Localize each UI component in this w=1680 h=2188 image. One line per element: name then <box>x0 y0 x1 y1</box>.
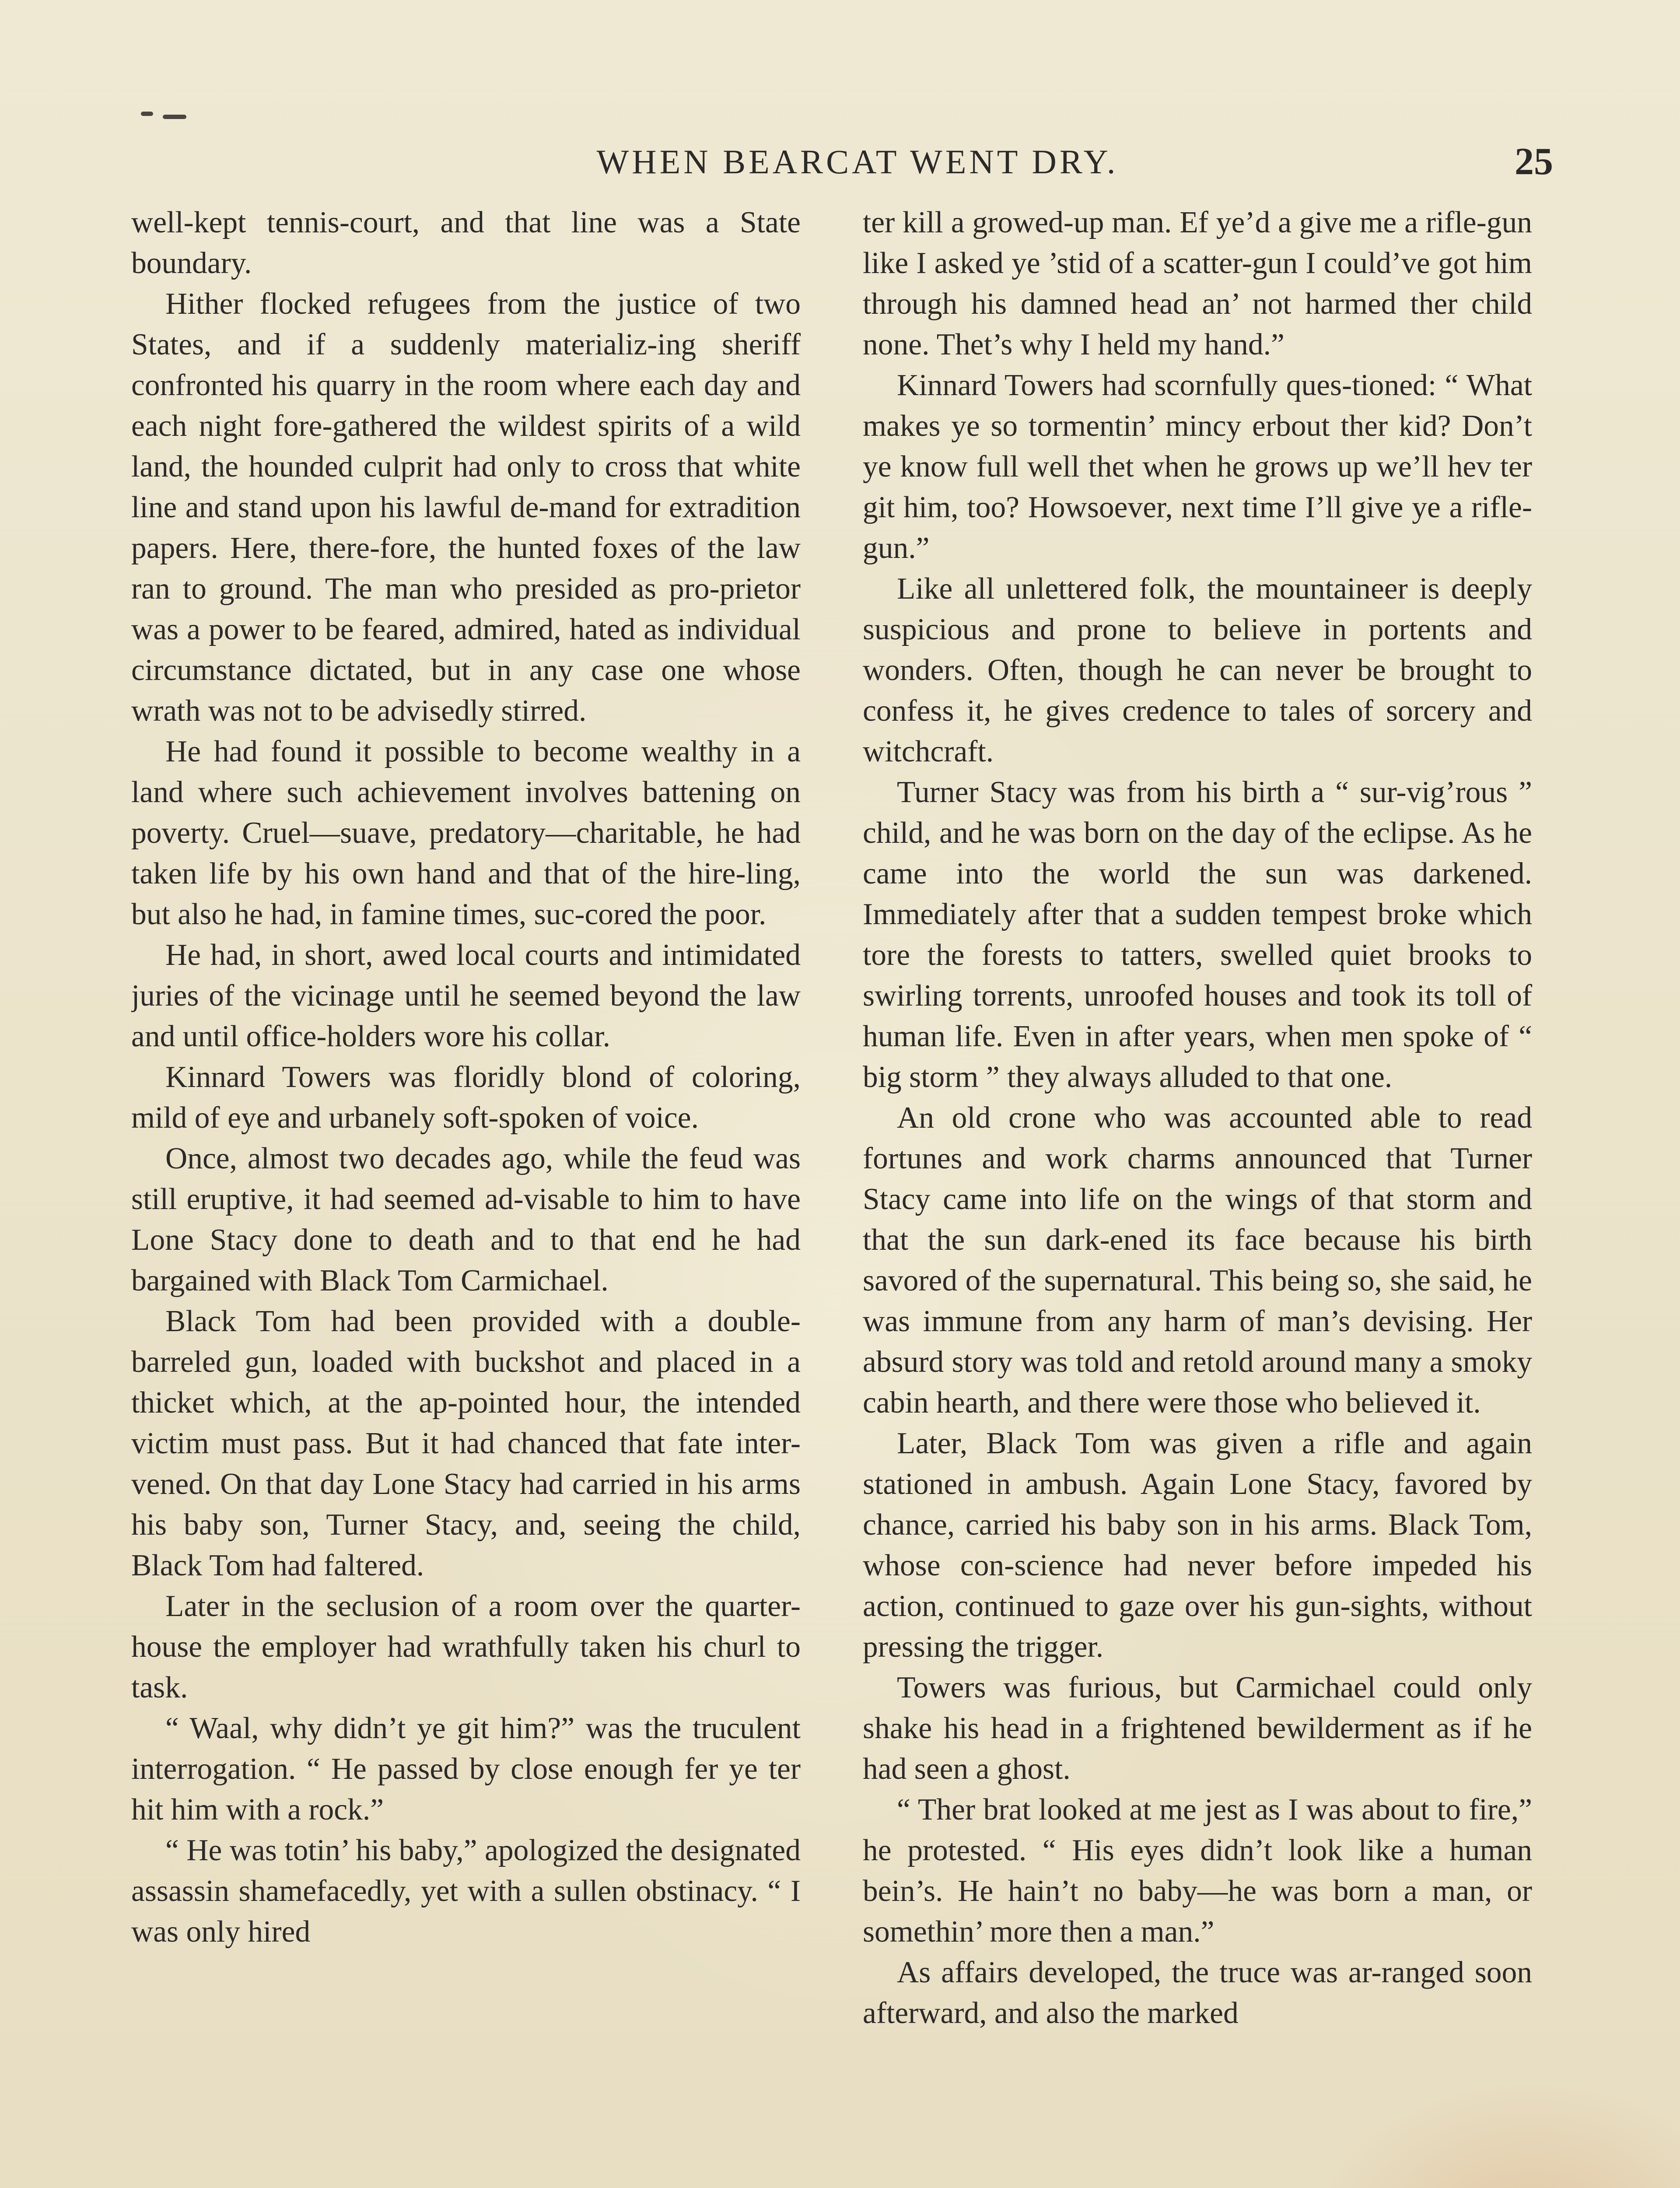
paragraph: Later in the seclusion of a room over the quarter-house the employer had wrathfully taken his churl to task. <box>131 1589 801 1704</box>
left-column <box>131 202 801 2188</box>
paragraph: Once, almost two decades ago, while the feud was still eruptive, it had seemed ad-visable to him to have Lone Stacy done to death and to that end he had bargained with Black Tom Carmichael. <box>131 1142 801 1297</box>
paragraph: Like all unlettered folk, the mountaineer is deeply suspicious and prone to believe in portents and wonders. Often, though he can never be brought to confess it, he gives credence to tales of sorcery and witchcraft. <box>863 572 1532 768</box>
page-number: 25 <box>1515 140 1553 183</box>
paragraph: Hither flocked refugees from the justice of two States, and if a suddenly materializ-ing sheriff confronted his quarry in the room where each day and each night fore-gathered the wildest spirits of a wild land, the hounded culprit had only to cross that white line and stand upon his lawful de-mand for extradition papers. Here, there-fore, the hunted foxes of the law ran to ground. The man who presided as pro-prietor was a power to be feared, admired, hated as individual circumstance dictated, but in any case one whose wrath was not to be advisedly stirred. <box>131 287 801 728</box>
paragraph: As affairs developed, the truce was ar-ranged soon afterward, and also the marked <box>863 1956 1532 2030</box>
paragraph: An old crone who was accounted able to read fortunes and work charms announced that Turner Stacy came into life on the wings of that storm and that the sun dark-ened its face because his birth savored of the supernatural. This being so, she said, he was immune from any harm of man’s devising. Her absurd story was told and retold around many a smoky cabin hearth, and there were those who believed it. <box>863 1101 1532 1420</box>
running-title: WHEN BEARCAT WENT DRY. <box>596 143 1119 181</box>
paragraph: Towers was furious, but Carmichael could only shake his head in a frightened bewilderment as if he had seen a ghost. <box>863 1671 1532 1786</box>
paragraph: Black Tom had been provided with a double-barreled gun, loaded with buckshot and placed in a thicket which, at the ap-pointed hour, the intended victim must pass. But it had chanced that fate inter-vened. On that day Lone Stacy had carried in his arms his baby son, Turner Stacy, and, seeing the child, Black Tom had faltered. <box>131 1304 801 1582</box>
paragraph: well-kept tennis-court, and that line was a State boundary. <box>131 206 801 280</box>
paragraph: ter kill a growed-up man. Ef ye’d a give me a rifle-gun like I asked ye ’stid of a scatter-gun I could’ve got him through his damned head an’ not harmed ther child none. Thet’s why I held my hand.” <box>863 206 1532 361</box>
paragraph: “ Waal, why didn’t ye git him?” was the truculent interrogation. “ He passed by close enough fer ye ter hit him with a rock.” <box>131 1711 801 1827</box>
print-speck <box>163 115 186 119</box>
paragraph: “ He was totin’ his baby,” apologized the designated assassin shamefacedly, yet with a sullen obstinacy. “ I was only hired <box>131 1834 801 1949</box>
paragraph: Kinnard Towers had scornfully ques-tioned: “ What makes ye so tormentin’ mincy erbout ther kid? Don’t ye know full well thet when he grows up we’ll hev ter git him, too? Howsoever, next time I’ll give ye a rifle-gun.” <box>863 368 1532 565</box>
right-column <box>863 202 1532 2188</box>
paragraph: “ Ther brat looked at me jest as I was about to fire,” he protested. “ His eyes didn’t look like a human bein’s. He hain’t no baby—he was born a man, or somethin’ more then a man.” <box>863 1793 1532 1949</box>
paragraph: He had found it possible to become wealthy in a land where such achievement involves battening on poverty. Cruel—suave, predatory—charitable, he had taken life by his own hand and that of the hire-ling, but also he had, in famine times, suc-cored the poor. <box>131 735 801 931</box>
running-header <box>162 131 1553 193</box>
print-speck <box>141 112 153 116</box>
paragraph: Kinnard Towers was floridly blond of coloring, mild of eye and urbanely soft-spoken of voice. <box>131 1060 801 1135</box>
paragraph: Turner Stacy was from his birth a “ sur-vig’rous ” child, and he was born on the day of the eclipse. As he came into the world the sun was darkened. Immediately after that a sudden tempest broke which tore the forests to tatters, swelled quiet brooks to swirling torrents, unroofed houses and took its toll of human life. Even in after years, when men spoke of “ big storm ” they always alluded to that one. <box>863 775 1532 1094</box>
paragraph: He had, in short, awed local courts and intimidated juries of the vicinage until he seemed beyond the law and until office-holders wore his collar. <box>131 938 801 1053</box>
paragraph: Later, Black Tom was given a rifle and again stationed in ambush. Again Lone Stacy, favored by chance, carried his baby son in his arms. Black Tom, whose con-science had never before impeded his action, continued to gaze over his gun-sights, without pressing the trigger. <box>863 1427 1532 1664</box>
